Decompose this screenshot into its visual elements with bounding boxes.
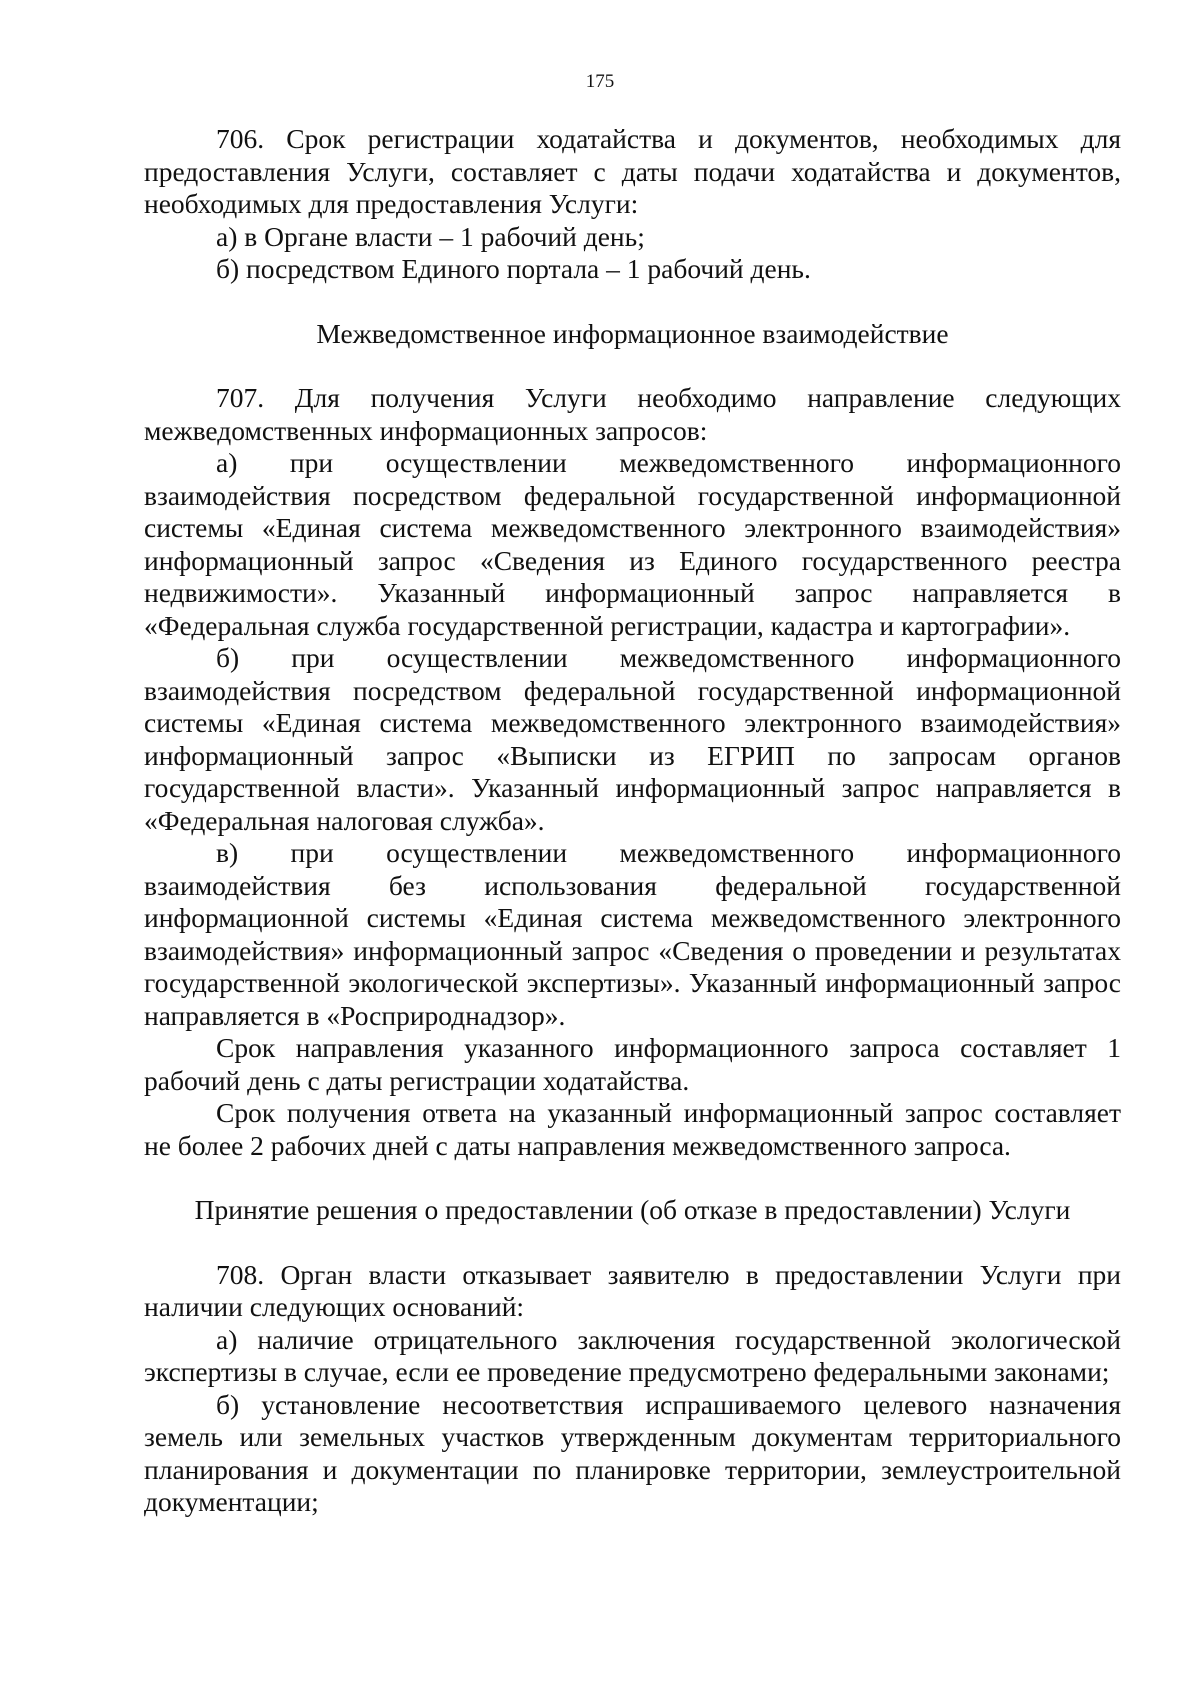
paragraph-707-a: а) при осуществлении межведомственного информационного взаимодействия посредством федеральной государственной информационной системы «Единая система межведомственного электронного взаимодействия» информационный запрос «Сведения из Единого государственного реестра недвижимости». Указанный информационный запрос направляется в «Федеральная служба государственной регистрации, кадастра и картографии». — [144, 447, 1121, 641]
paragraph-708-b: б) установление несоответствия испрашиваемого целевого назначения земель или земельных участков утвержденным документам территориального планирования и документации по планировке территории, землеустроительной документации; — [144, 1388, 1121, 1517]
paragraph-707-request-deadline: Срок направления указанного информационного запроса составляет 1 рабочий день с даты регистрации ходатайства. — [144, 1032, 1121, 1096]
page-number: 175 — [585, 71, 615, 92]
section-spacer — [144, 1162, 1121, 1194]
section-heading-interagency: Межведомственное информационное взаимодействие — [316, 317, 949, 349]
section-spacer — [144, 286, 1121, 318]
paragraph-707-b: б) при осуществлении межведомственного информационного взаимодействия посредством федеральной государственной информационной системы «Единая система межведомственного электронного взаимодействия» информационный запрос «Выписки из ЕГРИП по запросам органов государственной власти». Указанный информационный запрос направляется в «Федеральная налоговая служба». — [144, 642, 1121, 836]
paragraph-706-a: а) в Органе власти – 1 рабочий день; — [216, 220, 645, 252]
paragraph-708: 708. Орган власти отказывает заявителю в предоставлении Услуги при наличии следующих оснований: — [144, 1258, 1121, 1322]
section-spacer — [144, 1227, 1121, 1259]
paragraph-707-response-deadline: Срок получения ответа на указанный информационный запрос составляет не более 2 рабочих дней с даты направления межведомственного запроса. — [144, 1097, 1121, 1161]
paragraph-706-b: б) посредством Единого портала – 1 рабочий день. — [216, 253, 811, 284]
document-body — [144, 123, 1121, 1519]
paragraph-708-a: а) наличие отрицательного заключения государственной экологической экспертизы в случае, если ее проведение предусмотрено федеральными законами; — [144, 1323, 1121, 1387]
paragraph-707-c: в) при осуществлении межведомственного информационного взаимодействия без использования федеральной государственной информационной системы «Единая система межведомственного электронного взаимодействия» информационный запрос «Сведения о проведении и результатах государственной экологической экспертизы». Указанный информационный запрос направляется в «Росприроднадзор». — [144, 837, 1121, 1031]
section-heading-decision: Принятие решения о предоставлении (об отказе в предоставлении) Услуги — [194, 1194, 1071, 1225]
paragraph-706: 706. Срок регистрации ходатайства и документов, необходимых для предоставления Услуги, составляет с даты подачи ходатайства и документов, необходимых для предоставления Услуги: — [144, 123, 1121, 219]
section-spacer — [144, 350, 1121, 382]
paragraph-707: 707. Для получения Услуги необходимо направление следующих межведомственных информационных запросов: — [144, 382, 1121, 446]
